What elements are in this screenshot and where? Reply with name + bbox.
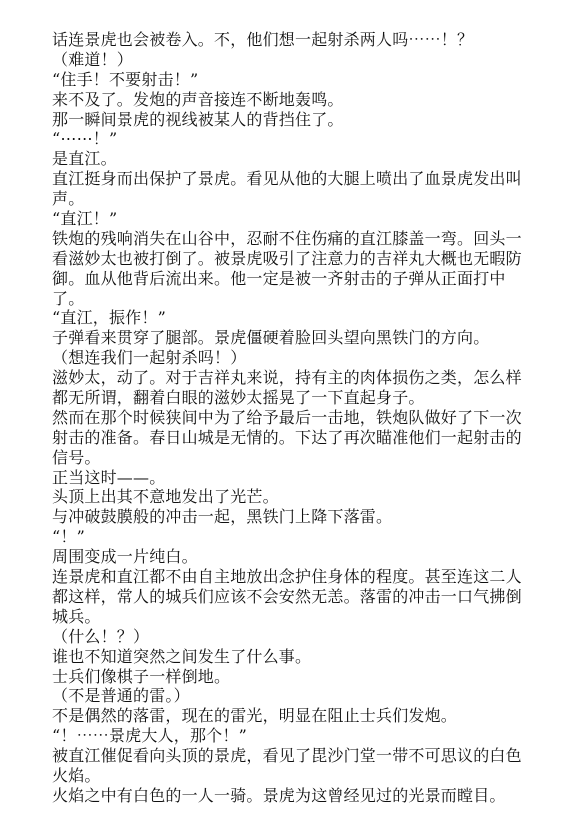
text-line: 子弹看来贯穿了腿部。景虎僵硬着脸回头望向黑铁门的方向。 [52, 328, 490, 348]
text-line: 看滋妙太也被打倒了。被景虎吸引了注意力的吉祥丸大概也无暇防 [52, 248, 522, 268]
text-line: 铁炮的残响消失在山谷中，忍耐不住伤痛的直江膝盖一弯。回头一 [52, 228, 522, 248]
text-line: 话连景虎也会被卷入。不，他们想一起射杀两人吗⋯⋯！？ [52, 30, 474, 49]
text-line: 火焰之中有白色的一人一骑。景虎为这曾经见过的光景而瞠目。 [52, 785, 506, 805]
text-line: “！” [52, 527, 85, 547]
text-line: 御。血从他背后流出来。他一定是被一齐射击的子弹从正面打中 [52, 268, 506, 288]
text-line: 射击的准备。春日山城是无情的。下达了再次瞄准他们一起射击的 [52, 427, 522, 447]
text-line: 头顶上出其不意地发出了光芒。 [52, 487, 279, 507]
text-line: 然而在那个时候狭间中为了给予最后一击地，铁炮队做好了下一次 [52, 407, 522, 427]
text-line: “住手！不要射击！” [52, 69, 199, 89]
text-line: 了。 [52, 288, 85, 308]
text-line: 那一瞬间景虎的视线被某人的背挡住了。 [52, 109, 344, 129]
text-line: “直江，振作！” [52, 308, 166, 328]
text-line: 被直江催促看向头顶的景虎，看见了毘沙门堂一带不可思议的白色 [52, 746, 522, 766]
text-line: （不是普通的雷。） [52, 686, 190, 706]
text-line: 正当这时——。 [52, 467, 166, 487]
text-line: 都无所谓，翻着白眼的滋妙太摇晃了一下直起身子。 [52, 388, 425, 408]
text-line: 城兵。 [52, 606, 101, 626]
text-line: 谁也不知道突然之间发生了什么事。 [52, 646, 312, 666]
text-line: 信号。 [52, 447, 101, 467]
text-line: 直江挺身而出保护了景虎。看见从他的大腿上喷出了血景虎发出叫 [52, 169, 522, 189]
text-line: 周围变成一片纯白。 [52, 547, 198, 567]
text-line: （什么！？） [52, 626, 150, 646]
novel-page-text [52, 30, 532, 806]
text-line: （想连我们一起射杀吗！） [52, 348, 247, 368]
text-line: 来不及了。发炮的声音接连不断地轰鸣。 [52, 89, 344, 109]
text-line: 是直江。 [52, 149, 117, 169]
text-line: “！⋯⋯景虎大人，那个！” [52, 726, 247, 746]
text-line: 与冲破鼓膜般的冲击一起，黑铁门上降下落雷。 [52, 507, 393, 527]
text-line: “直江！” [52, 209, 118, 229]
text-line: “⋯⋯！” [52, 129, 118, 149]
text-line: 连景虎和直江都不由自主地放出念护住身体的程度。甚至连这二人 [52, 567, 522, 587]
text-line: 士兵们像棋子一样倒地。 [52, 666, 231, 686]
text-line: 火焰。 [52, 765, 101, 785]
text-line: 不是偶然的落雷，现在的雷光，明显在阻止士兵们发炮。 [52, 706, 458, 726]
text-line: 声。 [52, 189, 85, 209]
text-line: 都这样，常人的城兵们应该不会安然无恙。落雷的冲击一口气拂倒 [52, 586, 522, 606]
text-line: （难道！） [52, 49, 134, 69]
text-line: 滋妙太，动了。对于吉祥丸来说，持有主的肉体损伤之类，怎么样 [52, 368, 522, 388]
